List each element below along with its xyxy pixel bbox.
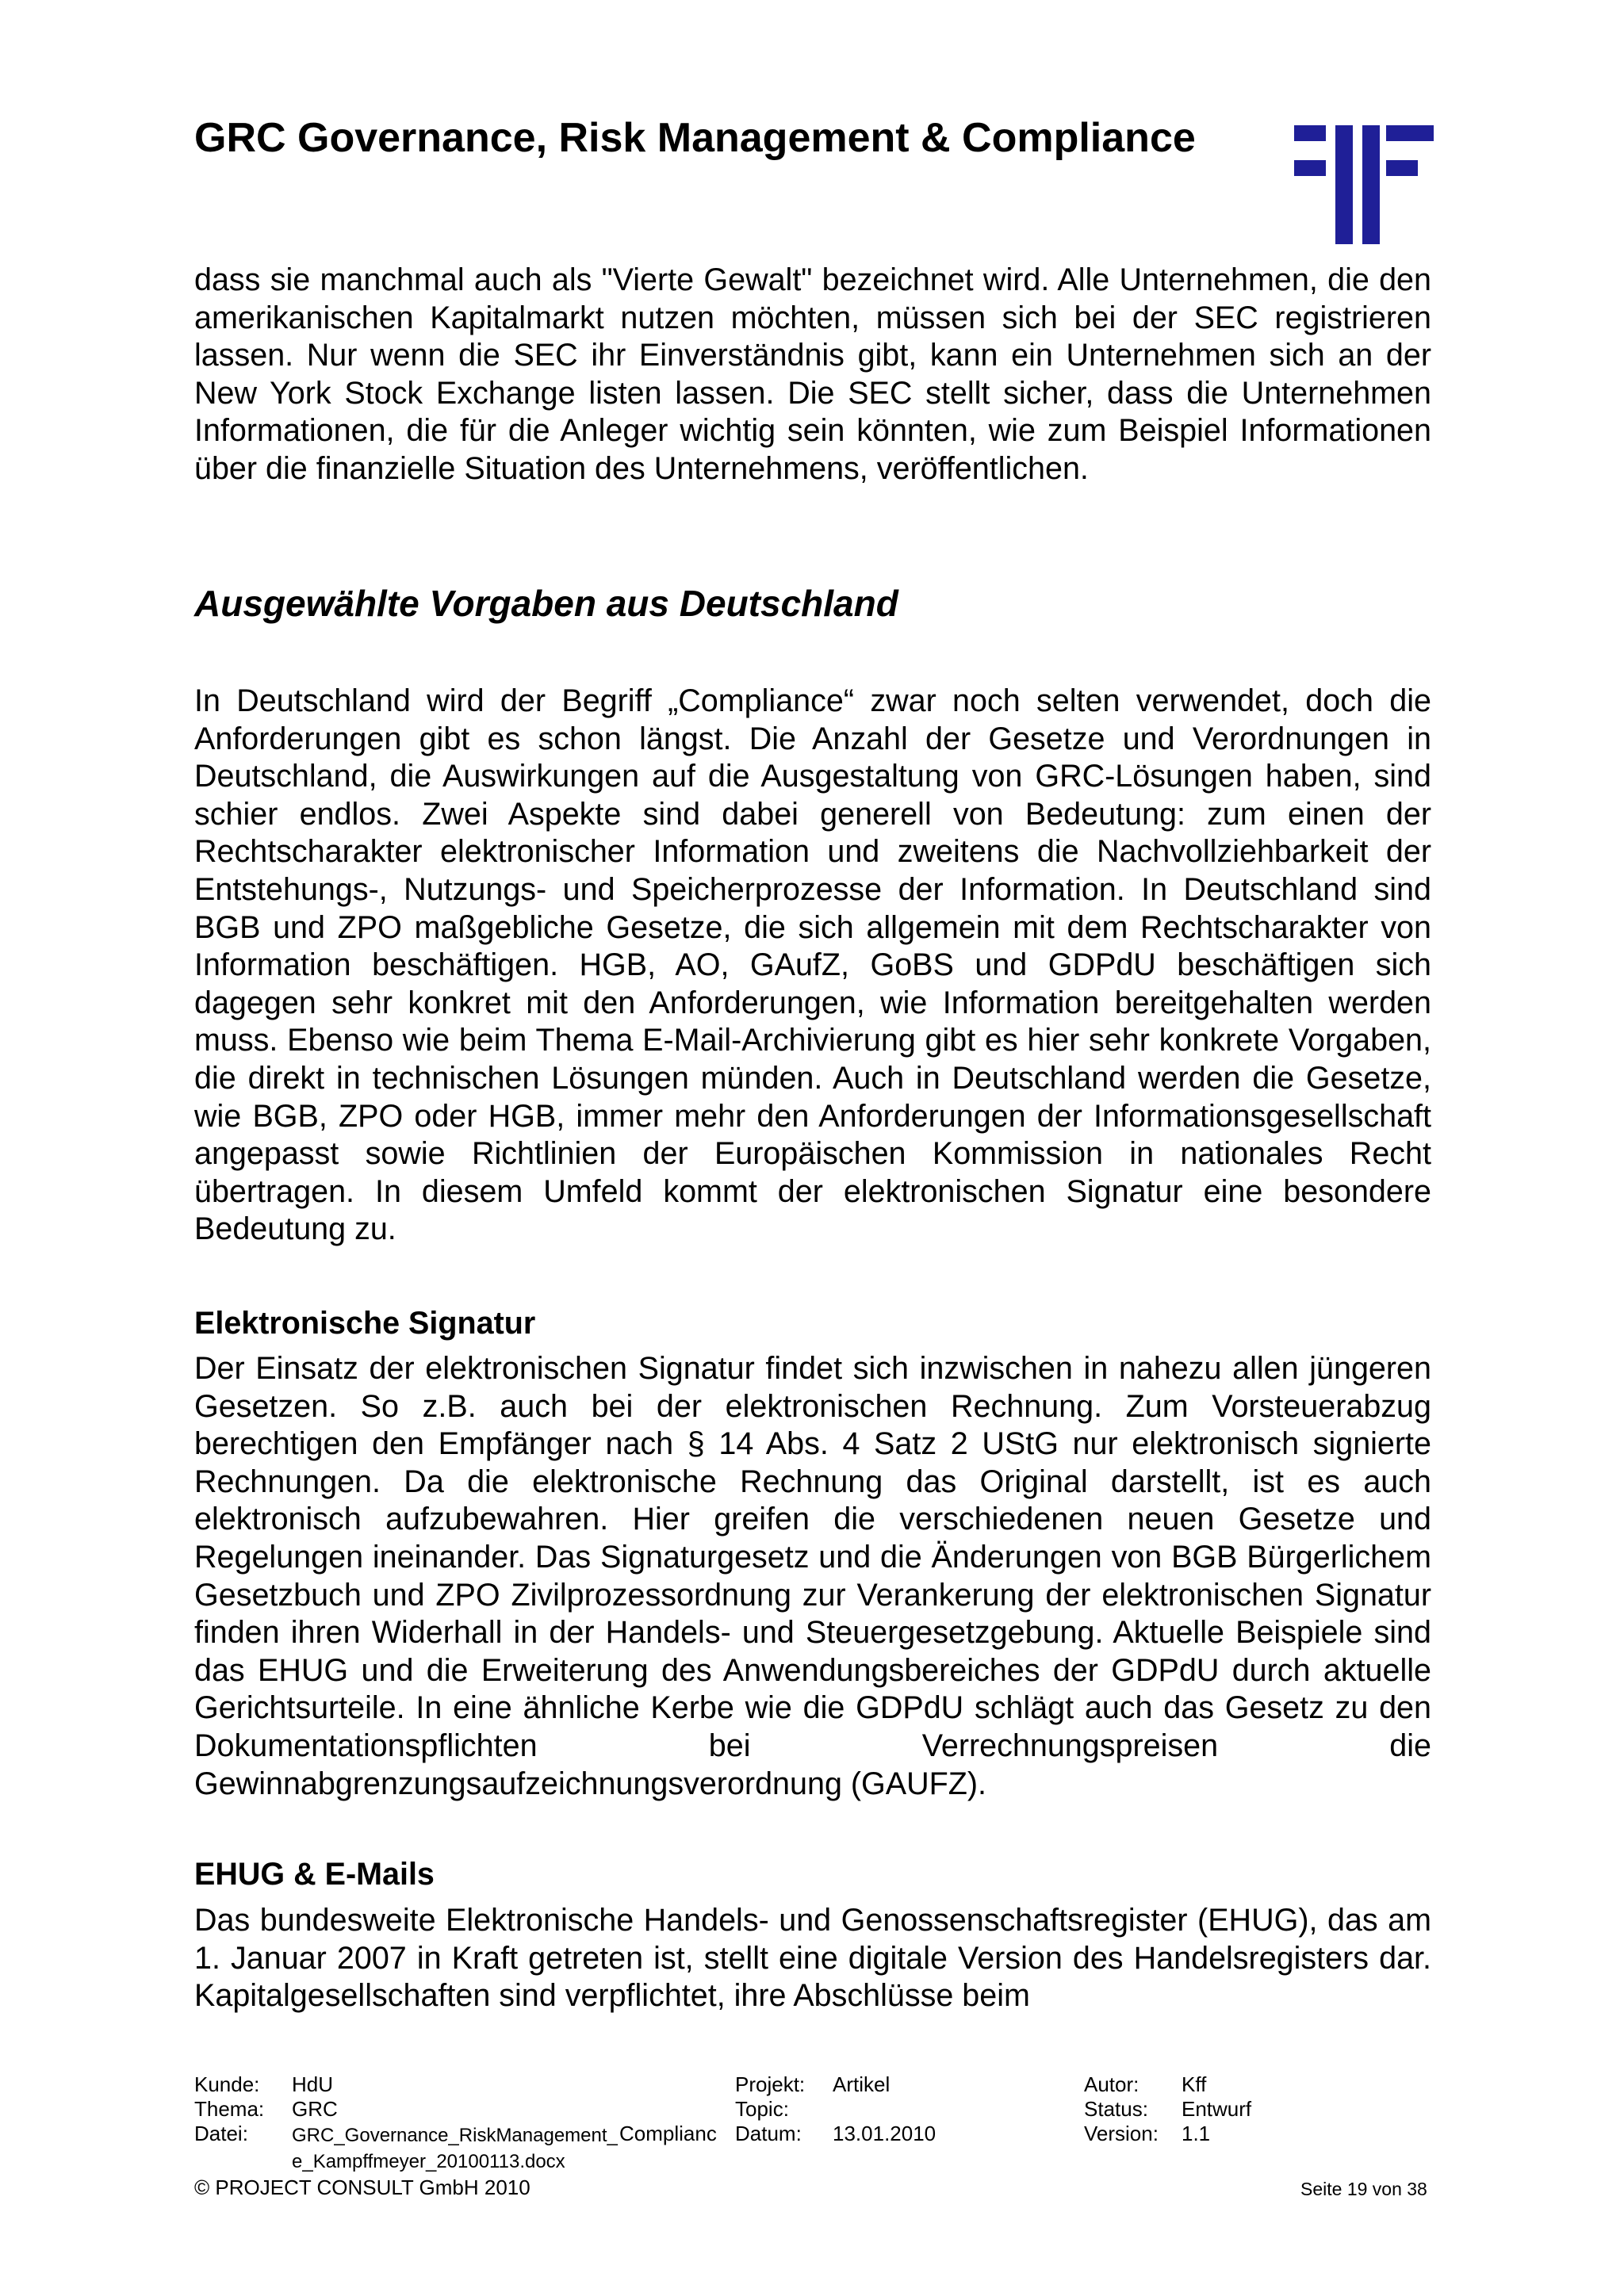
footer-copyright: © PROJECT CONSULT GmbH 2010 — [194, 2175, 530, 2199]
footer-autor-label: Autor: — [1084, 2072, 1139, 2096]
footer-projekt-value: Artikel — [833, 2072, 891, 2096]
footer-kunde-value: HdU — [292, 2072, 334, 2096]
section-heading: Ausgewählte Vorgaben aus Deutschland — [194, 583, 898, 624]
footer-datei-value-line1b: Complianc — [619, 2122, 717, 2145]
footer-status-value: Entwurf — [1182, 2097, 1252, 2121]
footer-status-label: Status: — [1084, 2097, 1148, 2121]
footer-datei-value-line1: GRC_Governance_RiskManagement_ — [292, 2125, 618, 2146]
section-paragraph: In Deutschland wird der Begriff „Compliance“ zwar noch selten verwendet, doch die Anforderungen gibt es schon längst. Die Anzahl der Gesetze und Verordnungen in Deutschland, die Auswirkungen auf die Ausgestaltung von GRC-Lösungen haben, sind schier endlos. Zwei Aspekte sind dabei generell von Bedeutung: zum einen der Rechtscharakter elektronischer Information und zweitens die Nachvollziehbarkeit der Entstehungs-, Nutzungs- und Speicherprozesse der Information. In Deutschland sind BGB und ZPO maßgebliche Gesetze, die sich allgemein mit dem Rechtscharakter von Information beschäftigen. HGB, AO, GAufZ, GoBS und GDPdU beschäftigen sich dagegen sehr konkret mit den Anforderungen, wie Information bereitgehalten werden muss. Ebenso wie beim Thema E-Mail-Archivierung gibt es hier sehr konkrete Vorgaben, die direkt in technischen Lösungen münden. Auch in Deutschland werden die Gesetze, wie BGB, ZPO oder HGB, immer mehr den Anforderungen der Informationsgesellschaft angepasst sowie Richtlinien der Europäischen Kommission in nationales Recht übertragen. In diesem Umfeld kommt der elektronischen Signatur eine besondere Bedeutung zu. — [194, 683, 1431, 1247]
subsection-heading-ehug: EHUG & E-Mails — [194, 1857, 435, 1892]
footer-datum-value: 13.01.2010 — [833, 2122, 936, 2145]
footer-datei-label: Datei: — [194, 2122, 248, 2145]
footer-version-value: 1.1 — [1182, 2122, 1211, 2145]
footer-topic-label: Topic: — [735, 2097, 789, 2121]
signatur-paragraph: Der Einsatz der elektronischen Signatur findet sich inzwischen in nahezu allen jüngeren Gesetzen. So z.B. auch bei der elektronischen Rechnung. Zum Vorsteuerabzug berechtigen den Empfänger nach § 14 Abs. 4 Satz 2 UStG nur elektronisch signierte Rechnungen. Da die elektronische Rechnung das Original darstellt, ist es auch elektronisch aufzubewahren. Hier greifen die verschiedenen neuen Gesetze und Regelungen ineinander. Das Signaturgesetz und die Änderungen von BGB Bürgerlichem Gesetzbuch und ZPO Zivilprozessordnung zur Verankerung der elektronischen Signatur finden ihren Widerhall in der Handels- und Steuergesetzgebung. Aktuelle Beispiele sind das EHUG und die Erweiterung des Anwendungsbereiches der GDPdU durch aktuelle Gerichtsurteile. In eine ähnliche Kerbe wie die GDPdU schlägt auch das Gesetz zu den Dokumentationspflichten bei Verrechnungspreisen die Gewinnabgrenzungsaufzeichnungsverordnung (GAUFZ). — [194, 1351, 1431, 1801]
footer-autor-value: Kff — [1182, 2072, 1207, 2096]
footer-thema-label: Thema: — [194, 2097, 265, 2121]
subsection-heading-signatur: Elektronische Signatur — [194, 1306, 536, 1341]
footer-datei-value-line2: e_Kampffmeyer_20100113.docx — [292, 2151, 565, 2172]
footer-thema-value: GRC — [292, 2097, 338, 2121]
intro-paragraph: dass sie manchmal auch als "Vierte Gewalt" bezeichnet wird. Alle Unternehmen, die den amerikanischen Kapitalmarkt nutzen möchten, müssen sich bei der SEC registrieren lassen. Nur wenn die SEC ihr Einverständnis gibt, kann ein Unternehmen sich an der New York Stock Exchange listen lassen. Die SEC stellt sicher, dass die Unternehmen Informationen, die für die Anleger wichtig sein könnten, wie zum Beispiel Informationen über die finanzielle Situation des Unternehmens, veröffentlichen. — [194, 262, 1431, 486]
page-header-title: GRC Governance, Risk Management & Compliance — [194, 115, 1196, 161]
footer-projekt-label: Projekt: — [735, 2072, 806, 2096]
footer-version-label: Version: — [1084, 2122, 1159, 2145]
footer-datum-label: Datum: — [735, 2122, 802, 2145]
ehug-paragraph: Das bundesweite Elektronische Handels- und Genossenschaftsregister (EHUG), das am 1. Januar 2007 in Kraft getreten ist, stellt eine digitale Version des Handelsregisters dar. Kapitalgesellschaften sind verpflichtet, ihre Abschlüsse beim — [194, 1903, 1431, 2014]
footer-page-number: Seite 19 von 38 — [1300, 2179, 1427, 2199]
footer-kunde-label: Kunde: — [194, 2072, 260, 2096]
